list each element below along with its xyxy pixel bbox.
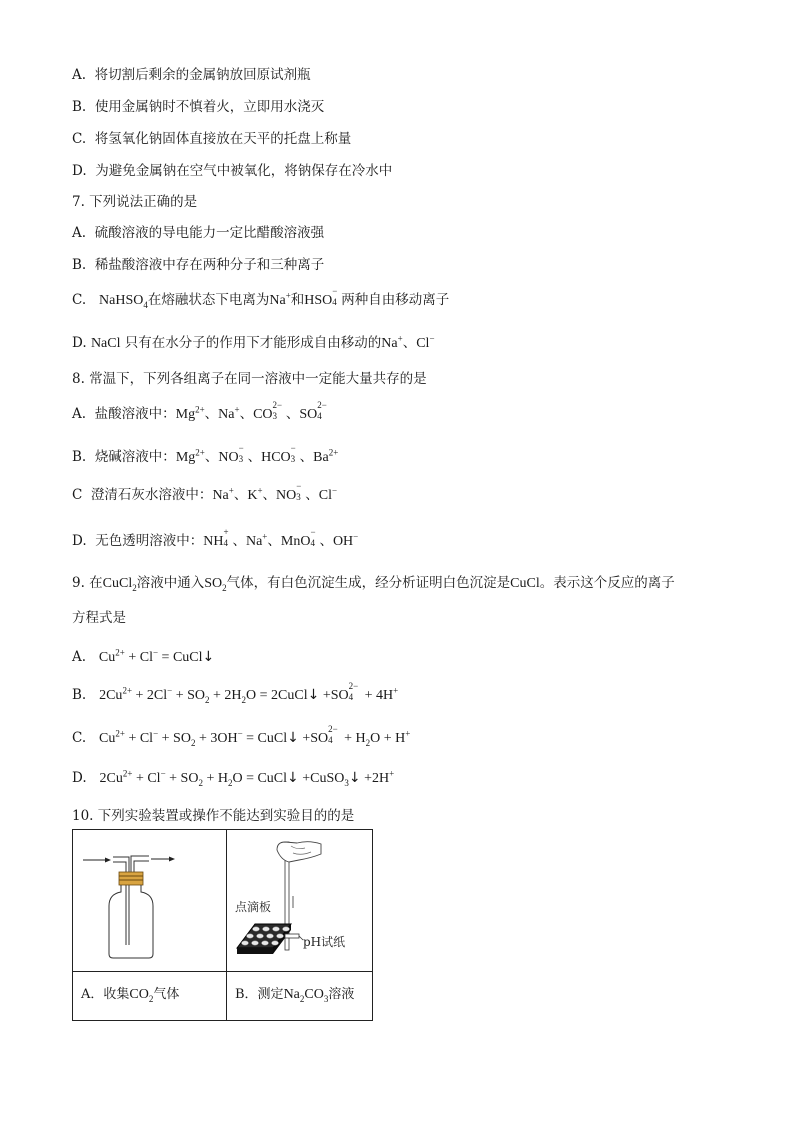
q7-option-b: B. 稀盐酸溶液中存在两种分子和三种离子: [72, 257, 325, 273]
q7-stem: 7. 下列说法正确的是: [72, 194, 198, 210]
caption-b: B．测定$Na_2CO_3$溶液: [227, 972, 373, 1021]
q8-option-d: D. 无色透明溶液中：NH + 4 、Na+、MnO − 4 、OH−: [72, 527, 359, 549]
q7-option-a: A. 硫酸溶液的导电能力一定比醋酸溶液强: [72, 225, 325, 241]
ph-paper-label: pH试纸: [303, 935, 346, 949]
q7-option-c: C. NaHSO$_4$在熔融状态下电离为Na+和HSO − 4 两种自由移动离子: [72, 286, 450, 310]
q6-option-a: A. 将切割后剩余的金属钠放回原试剂瓶: [72, 67, 311, 83]
q8-option-a: A. 盐酸溶液中：$Mg^{2+}$、Na+、CO 2− 3 、SO 2− 4: [72, 400, 327, 422]
q9-stem: 9. 在CuCl$_2$溶液中通入$SO_2$气体，有白色沉淀生成，经分析证明白色沉淀是CuCl。表示这个反应的离子: [72, 575, 675, 593]
gas-washing-bottle-image: [73, 830, 226, 967]
spot-plate-label: 点滴板: [235, 900, 272, 914]
q6-option-b: B. 使用金属钠时不慎着火，立即用水浇灭: [72, 99, 325, 115]
apparatus-cell-b: [227, 830, 373, 972]
apparatus-cell-a: [73, 830, 227, 972]
q8-option-c: C 澄清石灰水溶液中：Na+、K+、NO − 3 、Cl−: [72, 481, 338, 503]
q9-option-b: B. $2Cu^{2+} + 2Cl^- + SO_2 + 2H_2O$ = 2CuCl↓ +SO 2− 4 + 4H+: [72, 681, 399, 705]
q9-option-d: D. $2Cu^{2+} + Cl^- + SO_2 + H_2O$ = CuCl↓ +CuSO$_3$↓ +2H+: [72, 768, 395, 788]
q9-stem-line2: 方程式是: [72, 610, 126, 626]
spot-plate-ph-test-image: [227, 830, 372, 967]
q6-option-c: C. 将氢氧化钠固体直接放在天平的托盘上称量: [72, 131, 352, 147]
experiment-table: [72, 829, 373, 1021]
q9-option-c: C. $Cu^{2+} + Cl^- + SO_2 + 3OH^-$ = CuCl↓ +SO 2− 4 + $H_2O + H^+$: [72, 724, 411, 748]
q7-option-d: D. NaCl 只有在水分子的作用下才能形成自由移动的Na+、Cl−: [72, 333, 435, 351]
caption-a: A．收集$CO_2$气体: [73, 972, 227, 1021]
q9-option-a: A. $Cu^{2+} + Cl^-$ = CuCl↓: [72, 647, 215, 665]
q6-option-d: D. 为避免金属钠在空气中被氧化，将钠保存在冷水中: [72, 163, 393, 179]
q10-stem: 10. 下列实验装置或操作不能达到实验目的的是: [72, 808, 355, 824]
q8-option-b: B. 烧碱溶液中：$Mg^{2+}$、NO − 3 、HCO − 3 、$Ba^{2+}$: [72, 443, 339, 465]
q8-stem: 8. 常温下，下列各组离子在同一溶液中一定能大量共存的是: [72, 371, 427, 387]
